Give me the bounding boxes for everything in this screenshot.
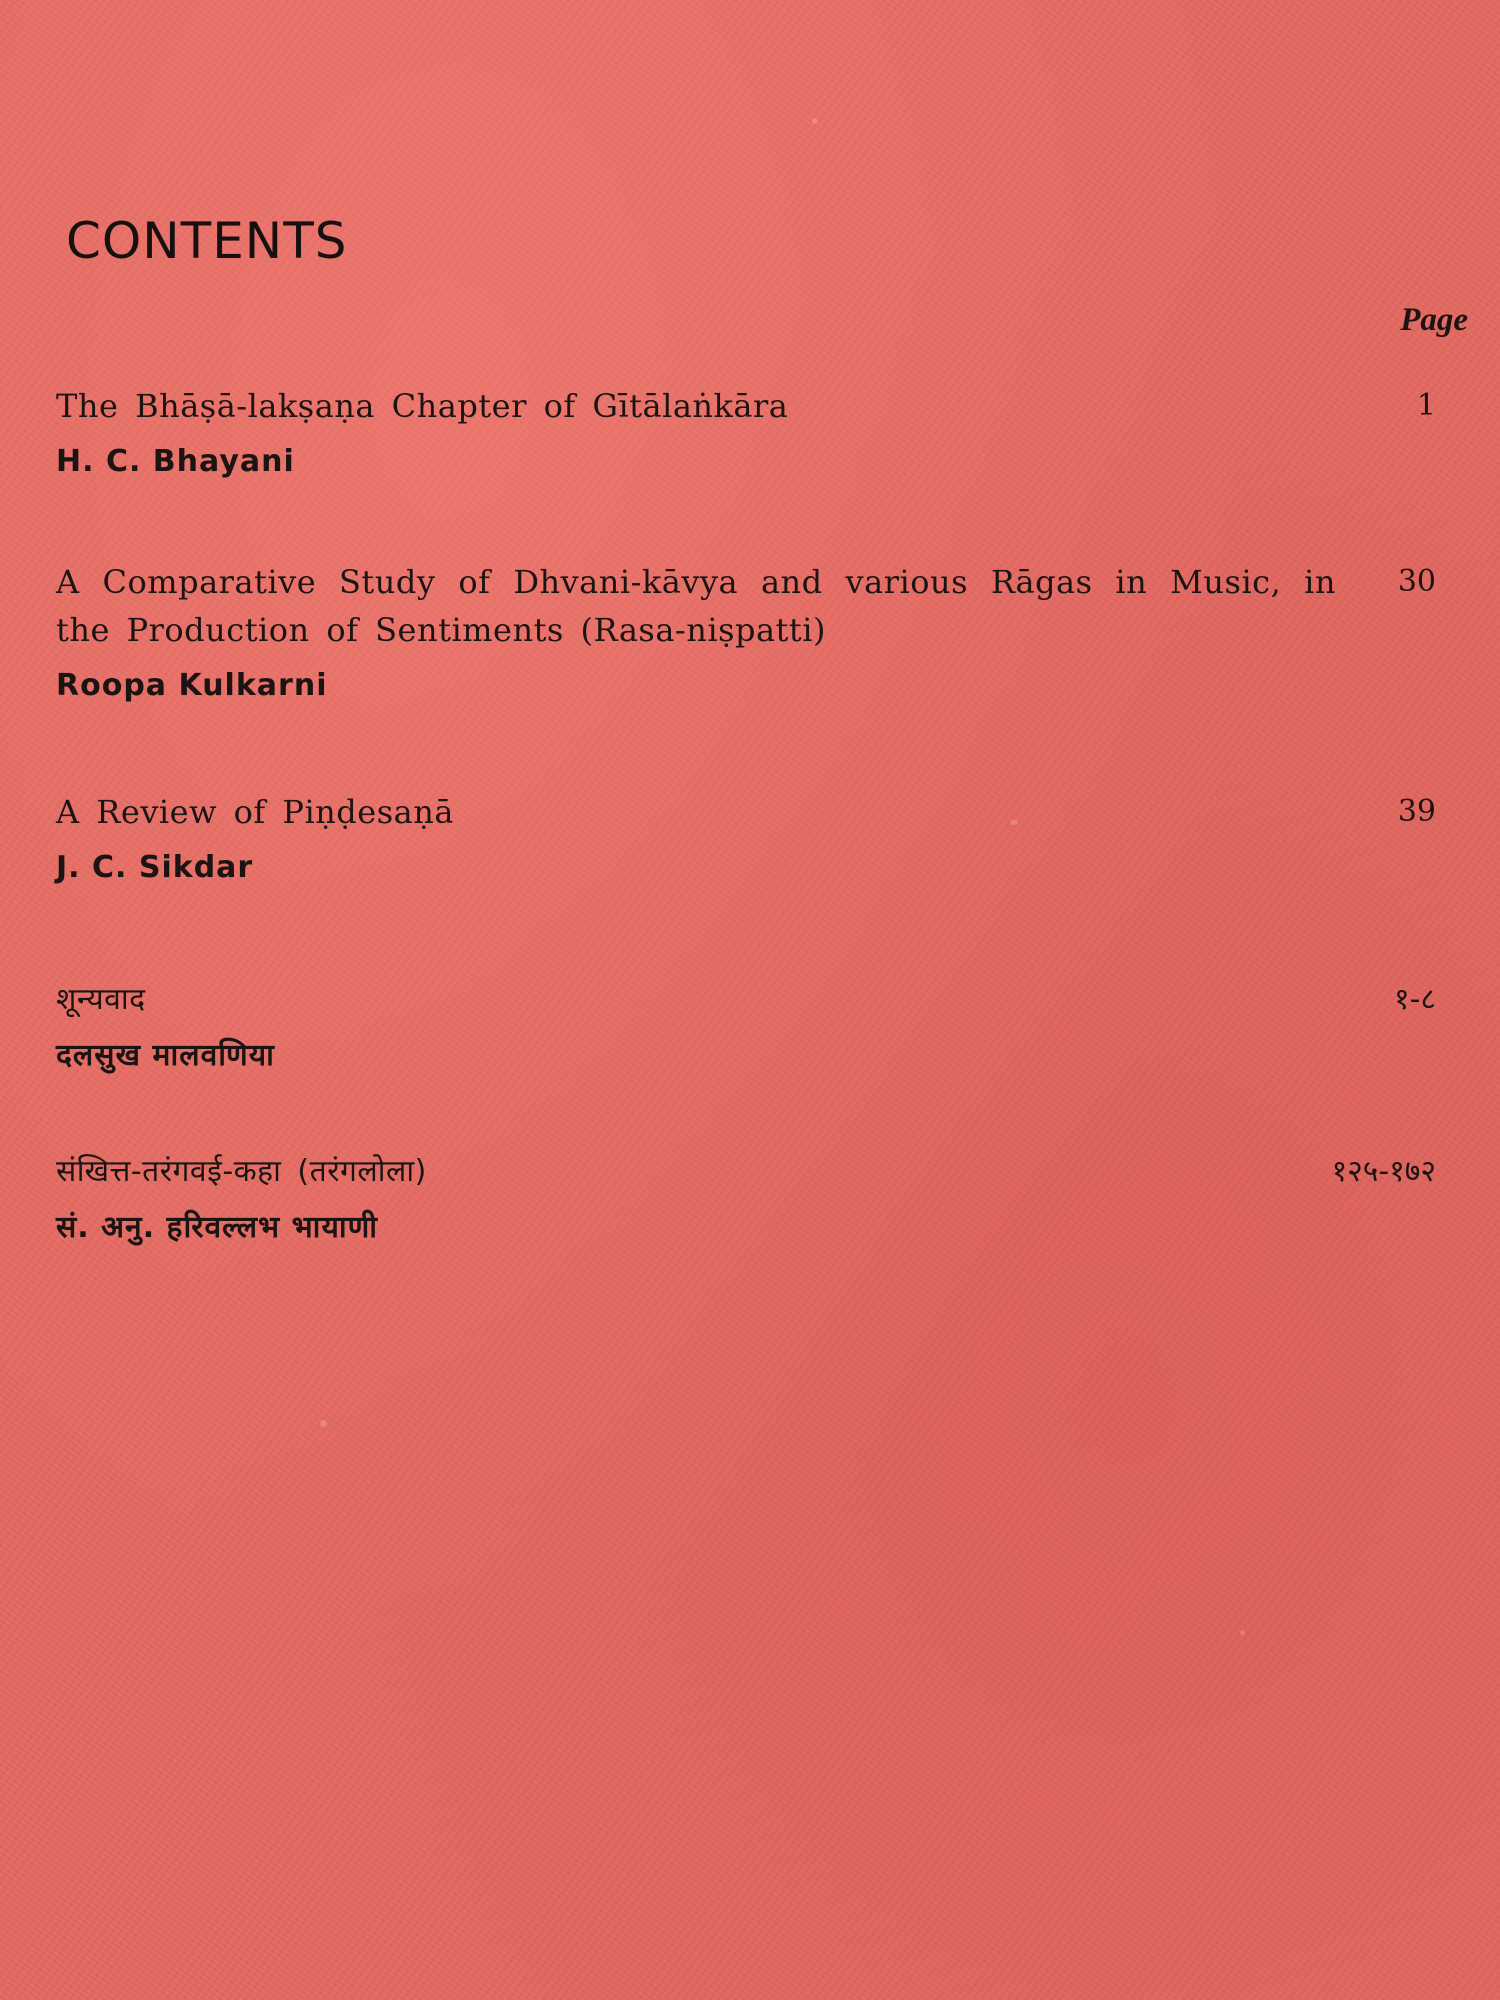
entry-author: H. C. Bhayani: [56, 444, 295, 479]
page-column-label: Page: [1400, 302, 1468, 338]
entry-author: सं. अनु. हरिवल्लभ भायाणी: [56, 1210, 379, 1245]
entry-author: Roopa Kulkarni: [56, 668, 328, 703]
entry-title: शून्यवाद: [56, 982, 146, 1017]
toc-entry: [56, 976, 1446, 1078]
paper-speck: [320, 1420, 327, 1427]
paper-speck: [812, 118, 818, 124]
toc-entry: [56, 558, 1446, 708]
entry-author: दलसुख मालवणिया: [56, 1038, 275, 1073]
entry-page-number: १-८: [1393, 982, 1436, 1017]
entry-title: A Comparative Study of Dhvani-kāvya and various Rāgas in Music, in the Production of Sentiments (Rasa-niṣpatti): [56, 563, 1336, 649]
contents-heading: CONTENTS: [66, 212, 348, 270]
entry-title: A Review of Piṇḍesaṇā: [56, 793, 454, 831]
entry-page-number: १२५-१७२: [1331, 1154, 1436, 1189]
entry-title: संखित्त-तरंगवई-कहा (तरंगलोला): [56, 1154, 427, 1189]
entry-page-number: 39: [1397, 794, 1436, 829]
entry-author: J. C. Sikdar: [56, 850, 254, 885]
paper-speck: [1240, 1630, 1245, 1635]
entry-page-number: 30: [1397, 564, 1436, 599]
toc-entry: [56, 1148, 1446, 1250]
entry-page-number: 1: [1416, 388, 1436, 423]
entry-title: The Bhāṣā-lakṣaṇa Chapter of Gītālaṅkāra: [56, 387, 789, 425]
toc-entry: [56, 382, 1446, 484]
toc-entry: [56, 788, 1446, 890]
